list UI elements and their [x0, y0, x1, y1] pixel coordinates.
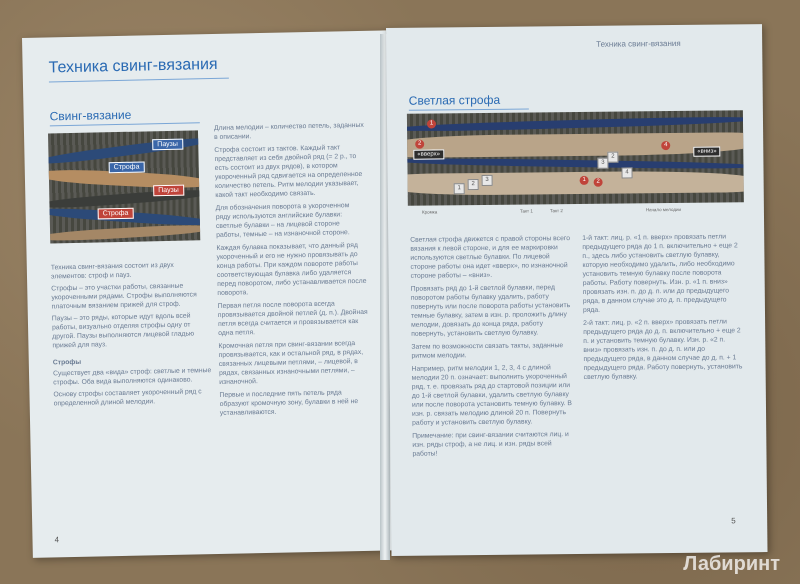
paragraph: Паузы – это ряды, которые идут вдоль всей работы, визуально отделяя строфы одну от другой. Паузы выполняются лицевой гладью прижей для пауз.	[51, 312, 195, 350]
paragraph: Каждая булавка показывает, что данный ряд укороченный и его не нужно провязывать до конца работы. При каждом повороте работы соответствующая булавка либо удаляется перед поворотом, либо устанавливается после поворота.	[216, 242, 367, 297]
left-column-1	[51, 260, 214, 408]
photo-stripe	[48, 223, 200, 242]
left-column-2	[214, 121, 370, 418]
section-heading: Строфы	[52, 358, 82, 367]
page-number: 5	[731, 516, 736, 526]
direction-tag-down: «вниз»	[693, 147, 720, 157]
marker-red: 1	[427, 119, 436, 128]
section-subtitle: Светлая строфа	[408, 92, 501, 108]
title-rule	[49, 78, 229, 83]
diagram-caption: Такт 1	[519, 208, 533, 214]
right-column-1	[410, 234, 572, 459]
diagram-caption: Начало мелодии	[645, 206, 682, 213]
marker-red: 4	[661, 141, 670, 150]
page-title: Техника свинг-вязания	[48, 55, 218, 77]
running-header: Техника свинг-вязания	[596, 38, 681, 49]
photo-label-pauses: Паузы	[152, 139, 183, 151]
paragraph-note: Примечание: при свинг-вязании считаются лиц. и изн. ряды строф, а не лиц. и изн. ряды всей работы!	[412, 431, 569, 458]
left-page	[22, 30, 397, 558]
paragraph: Длина мелодии – количество петель, заданных в описании.	[213, 121, 364, 141]
marker-square: 3	[597, 158, 608, 169]
watermark-logo: Лабиринт	[683, 553, 780, 575]
paragraph: Первая петля после поворота всегда провязывается двойной петлей (д. п.). Двойная петля всегда считается и провязывается как одна петля.	[217, 300, 368, 337]
paragraph: Техника свинг-вязания состоит из двух элементов: строф и пауз.	[50, 261, 174, 281]
subtitle-rule	[409, 109, 529, 111]
knitting-diagram	[407, 110, 744, 206]
photo-label-pauses: Паузы	[153, 185, 184, 197]
page-number: 4	[54, 535, 60, 545]
paragraph: Для обозначения поворота в укороченном ряду используются английские булавки: светлые булавки – на лицевой стороне работы, темные – на изнаночной стороне.	[215, 202, 350, 239]
direction-tag-up: «вверх»	[413, 149, 444, 159]
marker-square: 2	[468, 179, 479, 190]
paragraph: Затем по возможности связать такты, заданные ритмом мелодии.	[411, 342, 564, 360]
paragraph: Строфы – это участки работы, связанные укороченными рядами. Строфы выполняются платочным вязанием прижей для строф.	[51, 282, 197, 311]
diagram-stripe	[407, 157, 744, 170]
right-column-2	[582, 232, 744, 382]
marker-square: 2	[607, 152, 618, 163]
paragraph: Существует два «вида» строф: светлые и темные строфы. Оба вида выполняются одинаково.	[52, 367, 212, 387]
section-subtitle: Свинг-вязание	[49, 107, 132, 124]
diagram-caption: Такт 2	[549, 208, 563, 214]
paragraph: Первые и последние пять петель ряда образуют кромочную зону, булавки в ней не устанавливаются.	[219, 389, 359, 417]
photo-label-strophe: Строфа	[109, 161, 145, 173]
marker-square: 1	[454, 183, 465, 194]
diagram-caption: Кромка	[421, 209, 438, 215]
marker-red: 2	[594, 178, 603, 187]
marker-square: 4	[621, 167, 632, 178]
paragraph: Строфа состоит из тактов. Каждый такт представляет из себя двойной ряд (= 2 р., то есть состоит из двух рядов), в котором укороченный ряд сдвигается на определенное количество петель. Ритм мелодии указывает, какой такт необходимо связать.	[214, 144, 363, 199]
paragraph-example: Например, ритм мелодии 1, 2, 3, 4 с длиной мелодии 20 п. означает: выполнить укороченный ряд, т. е. провязать ряд до стартовой позиции или до 1-й светлой булавки, удалить светлую булавку или после поворота установить темную булавку. В изн. р. связать мелодию длиной 20 п. Повернуть работу и установить светлую булавку.	[411, 364, 572, 427]
paragraph: Светлая строфа движется с правой стороны всего вязания к левой стороне, и для ее маркировки используются светлые булавки. По лицевой стороне работы она идет «вверх», по изнаночной стороне работы – «вниз».	[410, 235, 571, 280]
paragraph: 2-й такт: лиц. р. «2 п. вверх» провязать петли предыдущего ряда до д. п. включительно + еще 2 п. и установить темную булавку. Изн. р. «2 п. вниз» провязать изн. п. до д. п. или до предыдущего ряда, в данном случае до д. п. + 1 предыдущего ряда. Работу повернуть, установить светлую булавку.	[583, 318, 743, 381]
marker-red: 2	[415, 140, 424, 149]
diagram-stripe	[407, 115, 744, 133]
photo-label-strophe: Строфа	[98, 208, 134, 220]
paragraph: Основу строфы составляет укороченный ряд с определенной длиной мелодии.	[53, 388, 202, 408]
paragraph: 1-й такт: лиц. р. «1 п. вверх» провязать петли предыдущего ряда до 1 п. включительно + еще 2 п., здесь либо установить светлую булавку, которую необходимо удалить, либо необходимо установить темную булавку после поворота работы. Работу повернуть. Изн. р. «1 п. вниз» провязать изн. п. до д. п. или до предыдущего ряда, в данном случае это д. п. предыдущего ряда.	[582, 233, 738, 314]
paragraph: Кромочная петля при свинг-вязании всегда провязывается, как и остальной ряд, в рядах, связанных лицевыми петлями, – лицевой, в рядах, связанных изнаночными петлями, – изнаночной.	[218, 340, 364, 386]
knitting-photo	[48, 130, 200, 243]
right-page	[386, 24, 768, 556]
marker-red: 1	[580, 176, 589, 185]
paragraph: Провязать ряд до 1-й светлой булавки, перед поворотом работы булавку удалить, работу повернуть или после поворота работы установить темные булавку, затем в изн. р. проложить длину мелодии, довязать до конца ряда, работу повернуть, установить светлую булавку.	[410, 284, 571, 338]
marker-square: 3	[482, 175, 493, 186]
